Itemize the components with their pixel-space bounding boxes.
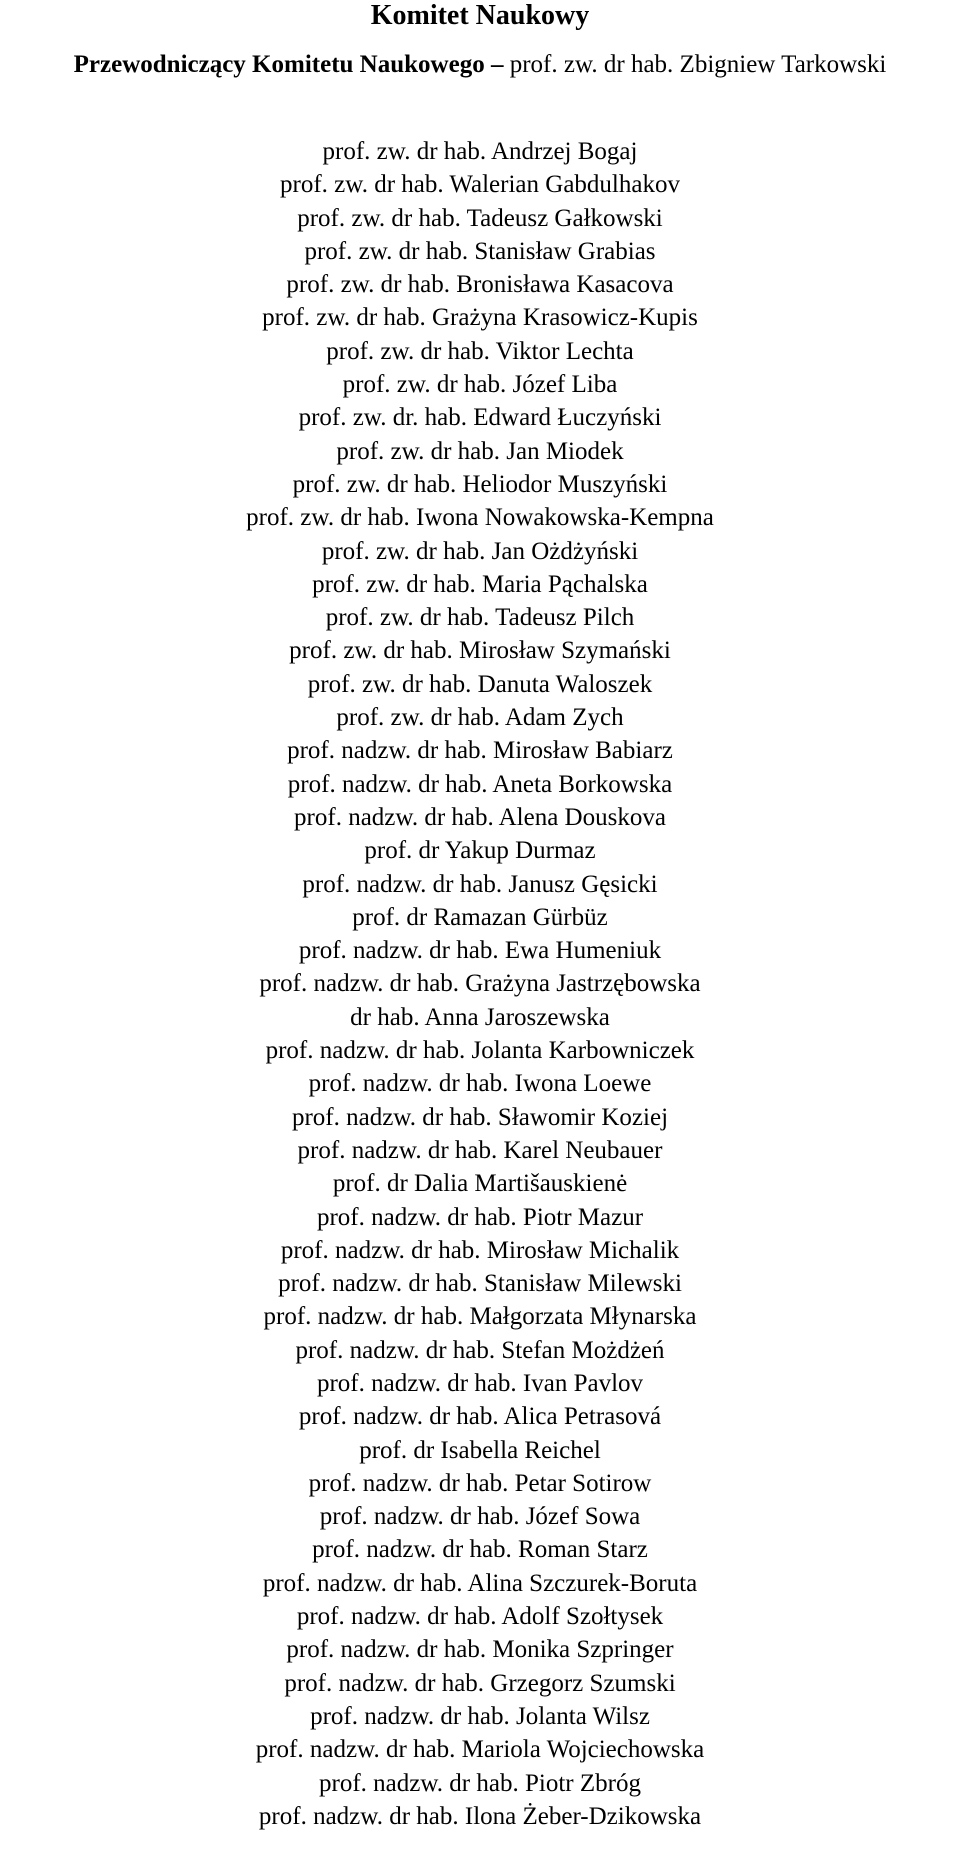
member-list-item: prof. zw. dr. hab. Edward Łuczyński	[298, 404, 662, 432]
member-list-item: prof. dr Ramazan Gürbüz	[352, 903, 608, 931]
member-list-item: prof. nadzw. dr hab. Małgorzata Młynarska	[263, 1303, 697, 1331]
member-list-item: prof. nadzw. dr hab. Jolanta Wilsz	[310, 1702, 650, 1730]
member-list-item: prof. dr Yakup Durmaz	[364, 837, 596, 865]
member-list-item: prof. nadzw. dr hab. Iwona Loewe	[308, 1070, 652, 1098]
member-list-item: prof. zw. dr hab. Danuta Waloszek	[307, 670, 653, 698]
member-list-item: prof. nadzw. dr hab. Alica Petrasová	[298, 1403, 662, 1431]
member-list-item: prof. nadzw. dr hab. Petar Sotirow	[308, 1469, 652, 1497]
member-list-item: prof. zw. dr hab. Tadeusz Gałkowski	[297, 204, 663, 232]
member-list-item: prof. nadzw. dr hab. Stefan Możdżeń	[295, 1336, 665, 1364]
member-list-item: prof. nadzw. dr hab. Adolf Szołtysek	[296, 1603, 664, 1631]
member-list-item: prof. nadzw. dr hab. Mirosław Babiarz	[287, 737, 673, 765]
member-list-item: prof. nadzw. dr hab. Jolanta Karbowniczek	[265, 1037, 695, 1065]
member-list-item: prof. nadzw. dr hab. Józef Sowa	[319, 1503, 641, 1531]
member-list-item: prof. zw. dr hab. Józef Liba	[342, 371, 618, 399]
committee-chair	[0, 50, 960, 80]
member-list-item: prof. nadzw. dr hab. Sławomir Koziej	[291, 1103, 669, 1131]
member-list-item: prof. zw. dr hab. Bronisława Kasacova	[286, 271, 674, 299]
member-list-item: prof. zw. dr hab. Jan Miodek	[336, 437, 624, 465]
chair-name: prof. zw. dr hab. Zbigniew Tarkowski	[509, 51, 887, 78]
member-list-item: prof. zw. dr hab. Jan Ożdżyński	[321, 537, 639, 565]
member-list-item: prof. zw. dr hab. Stanisław Grabias	[304, 237, 656, 265]
member-list-item: prof. nadzw. dr hab. Grzegorz Szumski	[284, 1669, 676, 1697]
member-list-item: prof. nadzw. dr hab. Stanisław Milewski	[278, 1270, 682, 1298]
member-list-item: prof. zw. dr hab. Maria Pąchalska	[312, 570, 648, 598]
member-list-item: prof. zw. dr hab. Heliodor Muszyński	[292, 470, 668, 498]
member-list-item: prof. zw. dr hab. Adam Zych	[336, 704, 624, 732]
member-list-item: prof. nadzw. dr hab. Piotr Mazur	[316, 1203, 644, 1231]
member-list-item: prof. dr Isabella Reichel	[359, 1436, 601, 1464]
member-list-item: prof. nadzw. dr hab. Alena Douskova	[294, 803, 666, 831]
member-list-item: prof. nadzw. dr hab. Alina Szczurek-Boruta	[262, 1569, 698, 1597]
member-list-item: prof. nadzw. dr hab. Roman Starz	[312, 1536, 648, 1564]
member-list-item: prof. nadzw. dr hab. Karel Neubauer	[297, 1136, 663, 1164]
members-list	[0, 135, 960, 1833]
member-list-item: prof. zw. dr hab. Iwona Nowakowska-Kempna	[246, 504, 714, 532]
member-list-item: dr hab. Anna Jaroszewska	[350, 1003, 610, 1031]
member-list-item: prof. zw. dr hab. Viktor Lechta	[326, 337, 634, 365]
chair-role: Przewodniczący Komitetu Naukowego –	[73, 51, 504, 78]
member-list-item: prof. nadzw. dr hab. Monika Szpringer	[286, 1636, 674, 1664]
member-list-item: prof. zw. dr hab. Tadeusz Pilch	[325, 604, 635, 632]
member-list-item: prof. nadzw. dr hab. Ivan Pavlov	[316, 1369, 644, 1397]
member-list-item: prof. nadzw. dr hab. Aneta Borkowska	[287, 770, 673, 798]
page-title: Komitet Naukowy	[370, 0, 590, 31]
member-list-item: prof. zw. dr hab. Grażyna Krasowicz-Kupis	[262, 304, 698, 332]
member-list-item: prof. nadzw. dr hab. Grażyna Jastrzębowska	[259, 970, 701, 998]
member-list-item: prof. dr Dalia Martišauskienė	[332, 1170, 628, 1198]
member-list-item: prof. zw. dr hab. Walerian Gabdulhakov	[280, 171, 680, 199]
member-list-item: prof. nadzw. dr hab. Janusz Gęsicki	[302, 870, 658, 898]
member-list-item: prof. nadzw. dr hab. Ilona Żeber-Dzikowska	[258, 1802, 702, 1830]
member-list-item: prof. zw. dr hab. Andrzej Bogaj	[322, 138, 638, 165]
member-list-item: prof. nadzw. dr hab. Mariola Wojciechowska	[255, 1736, 705, 1764]
member-list-item: prof. nadzw. dr hab. Piotr Zbróg	[319, 1769, 641, 1797]
member-list-item: prof. zw. dr hab. Mirosław Szymański	[289, 637, 671, 665]
member-list-item: prof. nadzw. dr hab. Mirosław Michalik	[280, 1236, 680, 1264]
member-list-item: prof. nadzw. dr hab. Ewa Humeniuk	[298, 937, 662, 965]
